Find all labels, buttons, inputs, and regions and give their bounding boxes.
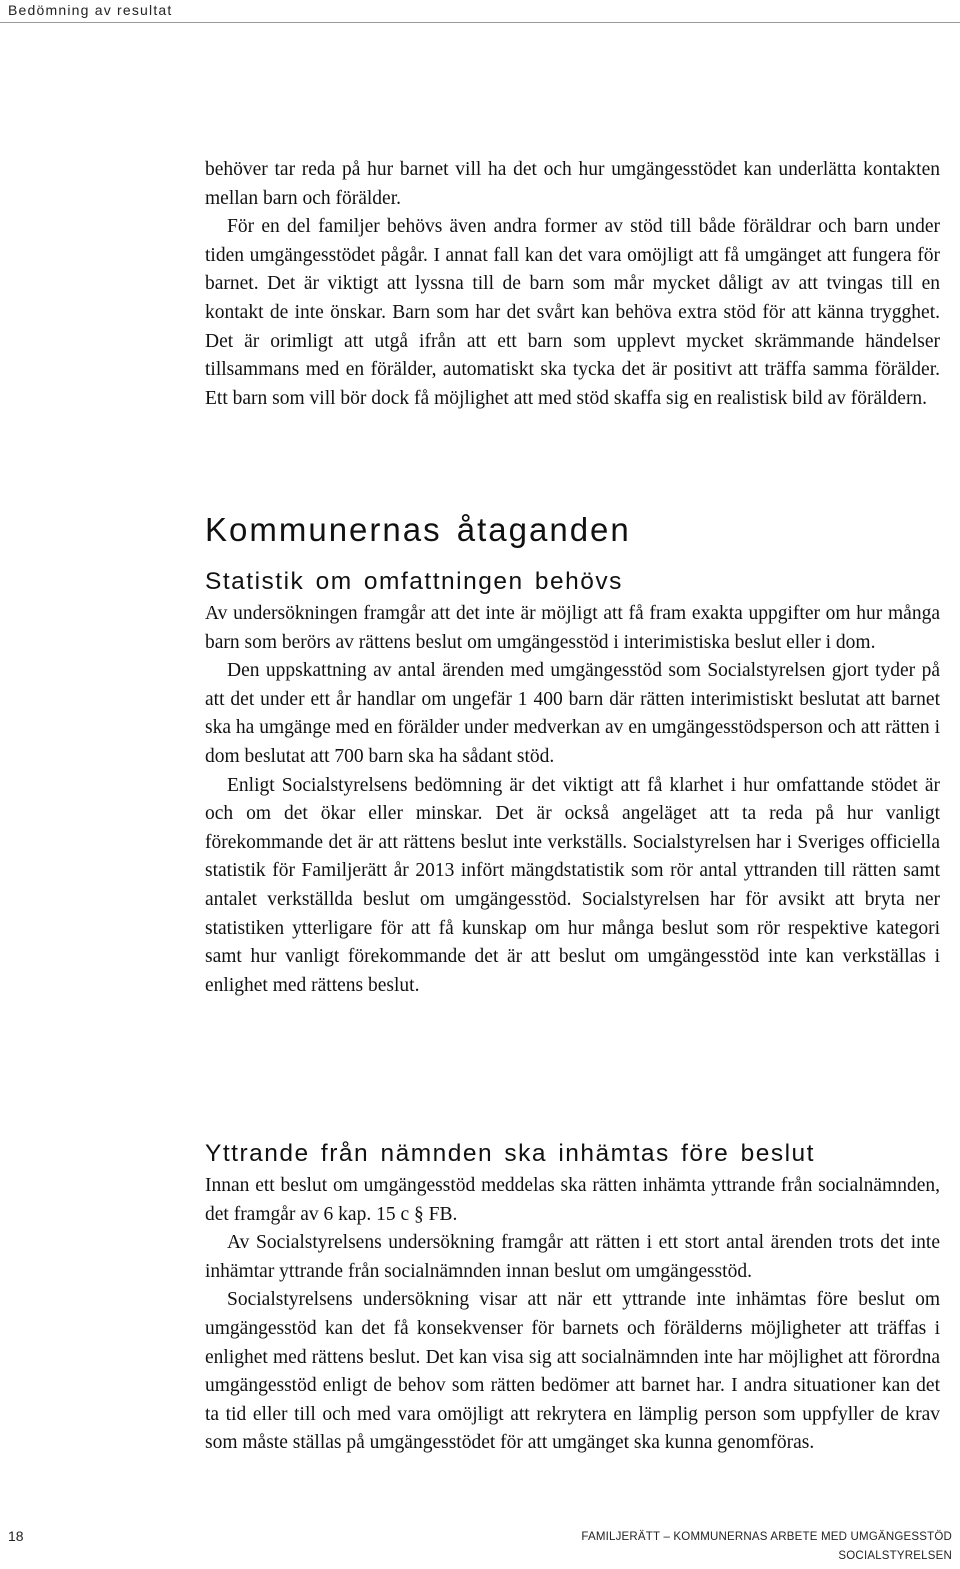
section1-paragraph-3: Enligt Socialstyrelsens bedömning är det viktigt att få klarhet i hur omfattande stödet är och om det ökar eller minskar. Det är också angeläget att ta reda på hur vanligt förekommande det är att rättens beslut inte verkställs. Socialstyrelsen har i Sveriges officiella statistik för Familjerätt år 2013 infört mängdstatistik som rör antal yttranden till rätten samt antalet verkställda beslut om umgängesstöd. Socialstyrelsen har för avsikt att bryta ner statistiken ytterligare för att få kunskap om hur många beslut som rör respektive kategori samt hur vanligt förekommande det är att beslut om umgängesstöd inte kan verkställas i enlighet med rättens beslut. [205, 774, 940, 996]
running-header-title: Bedömning av resultat [8, 2, 173, 18]
intro-paragraph-2: För en del familjer behövs även andra former av stöd till både föräldrar och barn under tiden umgängesstödet pågår. I annat fall kan det vara omöjligt att få umgänget att fungera för barnet. Det är viktigt att lyssna till de barn som mår mycket dåligt av att tvingas till en kontakt de inte önskar. Barn som har det svårt kan behöva extra stöd för att känna trygghet. Det är orimligt att utgå ifrån att ett barn som upplevt mycket skrämmande händelser tillsammans med en förälder, automatiskt ska tycka det är positivt att träffa samma förälder. Ett barn som vill bör dock få möjlighet att med stöd skaffa sig en realistisk bild av föräldern. [205, 216, 940, 409]
section2-heading: Yttrande från nämnden ska inhämtas före beslut [205, 1140, 815, 1167]
section-yttrande [205, 1138, 940, 1458]
section-kommunernas-ataganden [205, 508, 940, 1000]
section2-paragraph-1: Innan ett beslut om umgängesstöd meddelas ska rätten inhämta yttrande från socialnämnden, det framgår av 6 kap. 15 c § FB. [205, 1175, 940, 1225]
footer-title: FAMILJERÄTT – KOMMUNERNAS ARBETE MED UMGÄNGESSTÖD [581, 1531, 952, 1543]
footer-publisher: SOCIALSTYRELSEN [838, 1550, 952, 1562]
section-subheading: Statistik om omfattningen behövs [205, 568, 623, 595]
intro-text [205, 156, 940, 413]
section2-paragraph-3: Socialstyrelsens undersökning visar att när ett yttrande inte inhämtas före beslut om umgängesstöd kan det få konsekvenser för barnets och förälderns möjligheter att träffas i enlighet med rättens beslut. Det kan visa sig att socialnämnden inte har möjlighet att förordna umgängesstöd enligt de behov som rätten bedömer att barnet har. I andra situationer kan det ta tid eller till och med vara omöjligt att rekrytera en lämplig person som uppfyller de krav som måste ställas på umgängesstödet för att umgänget ska kunna genomföras. [205, 1289, 940, 1454]
header-divider [0, 22, 960, 23]
intro-paragraph-1: behöver tar reda på hur barnet vill ha det och hur umgängesstödet kan underlätta kontakten mellan barn och förälder. [205, 159, 940, 209]
page-number: 18 [8, 1528, 24, 1544]
section1-paragraph-2: Den uppskattning av antal ärenden med umgängesstöd som Socialstyrelsen gjort tyder på att det under ett år handlar om ungefär 1 400 barn där rätten interimistiskt beslutat att barnet ska ha umgänge med en förälder under medverkan av en umgängesstödsperson och att rätten i dom beslutat att 700 barn ska ha sådant stöd. [205, 660, 940, 767]
section2-paragraph-2: Av Socialstyrelsens undersökning framgår att rätten i ett stort antal ärenden trots det inte inhämtar yttrande från socialnämnden innan beslut om umgängesstöd. [205, 1232, 940, 1282]
footer-publication [432, 1528, 952, 1566]
section1-paragraph-1: Av undersökningen framgår att det inte är möjligt att få fram exakta uppgifter om hur många barn som berörs av rättens beslut om umgängesstöd i interimistiska beslut eller i dom. [205, 603, 940, 653]
section-heading: Kommunernas åtaganden [205, 511, 631, 548]
